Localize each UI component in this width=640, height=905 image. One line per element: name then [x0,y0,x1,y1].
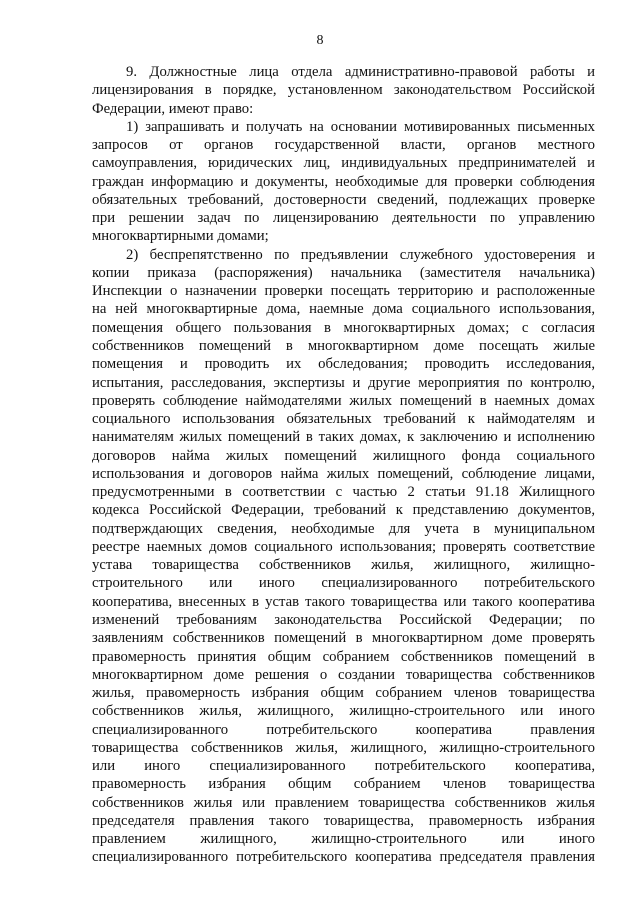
text-line: использования и договоров найма жилых помещений, соблюдение лицами, [92,465,595,482]
text-line: нанимателям жилых помещений в таких домах, к заключению и исполнению [92,429,595,446]
text-line: кодекса Российской Федерации, требований к представлению документов, [92,502,595,519]
text-line: строительного или иного специализированного потребительского [92,575,595,592]
text-line: испытания, расследования, экспертизы и другие мероприятия по контролю, [92,374,595,391]
text-line: социального использования обязательных требований к наймодателям и [92,411,595,428]
text-line: или иного специализированного потребительского кооператива, [92,758,595,775]
text-line: товарищества собственников жилья, жилищного, жилищно-строительного [92,739,595,756]
text-line: 9. Должностные лица отдела административно-правовой работы и [126,64,595,80]
text-line: копии приказа (распоряжения) начальника (заместителя начальника) [92,264,595,281]
document-body [92,63,595,867]
text-line: правомерность принятия общим собранием собственников помещений в [92,648,595,665]
text-line: запросов от органов государственной власти, органов местного [92,137,595,154]
text-line: председателя правления такого товарищества, правомерность избрания [92,812,595,829]
text-line: собственников помещений в многоквартирном доме посещать жилые [92,337,595,354]
text-line: специализированного потребительского кооператива правления [92,721,595,738]
text-line: на ней многоквартирные дома, наемные дома социального использования, [92,301,595,318]
text-line: договоров найма жилых помещений жилищного фонда социального [92,447,595,464]
text-line: жилья, правомерность избрания общим собранием членов товарищества [92,685,595,702]
text-line: помещения общего пользования в многоквартирных домах; с согласия [92,319,595,336]
text-line: подтверждающих сведения, необходимые для учета в муниципальном [92,520,595,537]
text-line: собственников жилья или правлением товарищества собственников жилья [92,794,595,811]
text-line: 2) беспрепятственно по предъявлении служебного удостоверения и [126,246,595,263]
page-number: 8 [316,33,324,48]
text-line: многоквартирными домами; [92,228,269,245]
text-line: при решении задач по лицензированию деятельности по управлению [92,210,595,227]
text-line: собственников жилья, жилищного, жилищно-строительного или иного [92,703,595,720]
text-line: лицензирования в порядке, установленном законодательством Российской [92,82,595,99]
text-line: самоуправления, юридических лиц, индивидуальных предпринимателей и [92,155,595,172]
text-line: 1) запрашивать и получать на основании мотивированных письменных [126,118,595,135]
text-line: устава товарищества собственников жилья, жилищного, жилищно- [92,557,595,574]
text-line: специализированного потребительского кооператива председателя правления [92,849,595,866]
text-line: кооператива, внесенных в устав такого товарищества или такого кооператива [92,593,595,610]
text-line: обязательных требований, достоверности сведений, подлежащих проверке [92,191,595,208]
text-line: Федерации, имеют право: [92,100,254,117]
text-line: правомерность избрания общим собранием членов товарищества [92,776,595,793]
text-line: граждан информацию и документы, необходимые для проверки соблюдения [92,173,595,190]
text-line: изменений требованиям законодательства Российской Федерации; по [92,611,595,628]
text-line: правлением жилищного, жилищно-строительного или иного [92,831,595,848]
text-line: помещения и проводить их обследования; проводить исследования, [92,356,595,373]
text-line: проверять соблюдение наймодателями жилых помещений в наемных домах [92,392,595,409]
text-line: реестре наемных домов социального использования; проверять соответствие [92,538,595,555]
text-line: заявлениям собственников помещений в многоквартирном доме проверять [92,630,595,647]
text-line: предусмотренными в соответствии с частью 2 статьи 91.18 Жилищного [92,484,595,501]
text-line: Инспекции о назначении проверки посещать территорию и расположенные [92,283,595,300]
text-line: многоквартирном доме решения о создании товарищества собственников [92,666,595,683]
